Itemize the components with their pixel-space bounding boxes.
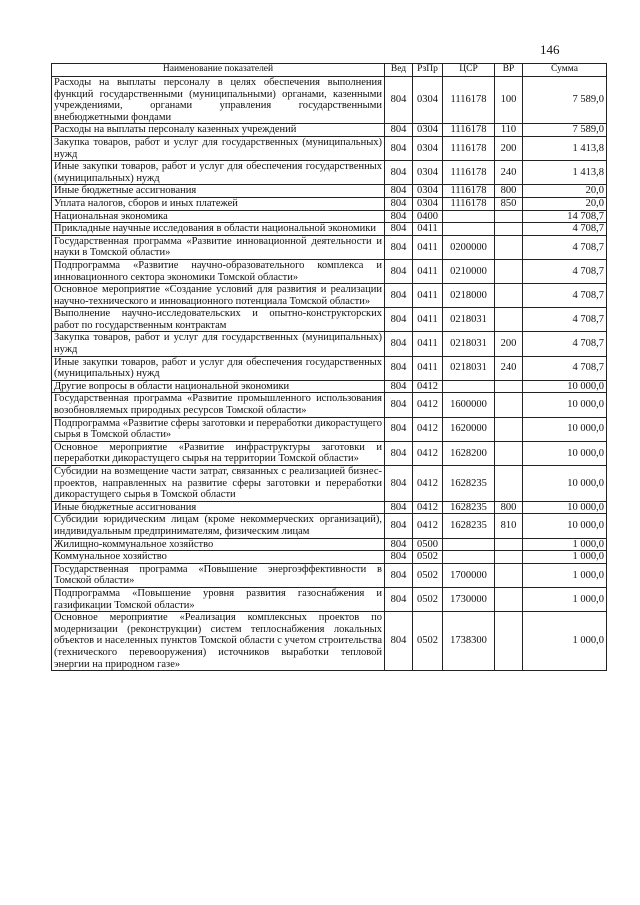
row-csr: 1700000 (443, 563, 495, 587)
row-name: Закупка товаров, работ и услуг для государственных (муниципальных) нужд (52, 136, 385, 160)
row-name: Подпрограмма «Развитие научно-образовательного комплекса и инновационного сектора экономики Томской области» (52, 259, 385, 283)
row-sum: 1 000,0 (523, 587, 607, 611)
table-row (52, 284, 607, 308)
row-vr (495, 259, 523, 283)
table-row (52, 514, 607, 538)
row-sum: 10 000,0 (523, 501, 607, 514)
row-sum: 7 589,0 (523, 124, 607, 137)
row-csr: 1620000 (443, 417, 495, 441)
row-ved: 804 (385, 185, 413, 198)
row-rzpr: 0412 (413, 380, 443, 393)
row-name: Расходы на выплаты персоналу в целях обеспечения выполнения функций государственными (муниципальными) органами, казенными учреждениями, органами управления государственными внебюджетными фондами (52, 77, 385, 124)
row-csr: 1628235 (443, 514, 495, 538)
table-row (52, 161, 607, 185)
row-vr: 200 (495, 136, 523, 160)
row-ved: 804 (385, 356, 413, 380)
row-name: Закупка товаров, работ и услуг для государственных (муниципальных) нужд (52, 332, 385, 356)
row-rzpr: 0411 (413, 235, 443, 259)
row-vr (495, 223, 523, 236)
row-vr: 800 (495, 501, 523, 514)
table-row (52, 124, 607, 137)
row-ved: 804 (385, 136, 413, 160)
row-name: Государственная программа «Повышение энергоэффективности в Томской области» (52, 563, 385, 587)
budget-table (51, 63, 607, 671)
row-name: Иные закупки товаров, работ и услуг для обеспечения государственных (муниципальных) нужд (52, 356, 385, 380)
row-vr (495, 538, 523, 551)
row-ved: 804 (385, 259, 413, 283)
table-row (52, 185, 607, 198)
row-ved: 804 (385, 466, 413, 502)
row-ved: 804 (385, 332, 413, 356)
row-rzpr: 0411 (413, 308, 443, 332)
row-csr: 0210000 (443, 259, 495, 283)
row-csr: 1116178 (443, 197, 495, 210)
row-vr (495, 417, 523, 441)
table-row (52, 563, 607, 587)
row-vr: 200 (495, 332, 523, 356)
row-csr: 1628235 (443, 501, 495, 514)
row-ved: 804 (385, 441, 413, 465)
row-csr: 0218000 (443, 284, 495, 308)
row-csr: 1738300 (443, 612, 495, 671)
row-sum: 7 589,0 (523, 77, 607, 124)
row-rzpr: 0304 (413, 161, 443, 185)
table-row (52, 587, 607, 611)
row-csr: 1730000 (443, 587, 495, 611)
row-ved: 804 (385, 284, 413, 308)
row-sum: 4 708,7 (523, 356, 607, 380)
table-header-row (52, 64, 607, 77)
row-ved: 804 (385, 197, 413, 210)
row-csr (443, 380, 495, 393)
row-sum: 4 708,7 (523, 235, 607, 259)
row-name: Иные бюджетные ассигнования (52, 501, 385, 514)
row-sum: 14 708,7 (523, 210, 607, 223)
header-vr: ВР (495, 64, 523, 77)
row-ved: 804 (385, 124, 413, 137)
row-name: Иные бюджетные ассигнования (52, 185, 385, 198)
row-name: Жилищно-коммунальное хозяйство (52, 538, 385, 551)
row-csr: 0200000 (443, 235, 495, 259)
table-row (52, 380, 607, 393)
row-vr (495, 441, 523, 465)
row-vr (495, 587, 523, 611)
row-name: Основное мероприятие «Реализация комплексных проектов по модернизации (реконструкции) систем теплоснабжения локальных объектов и населенных пунктов Томской области с учетом строительства (технического перевооружения) источников выработки тепловой энергии на природном газе» (52, 612, 385, 671)
table-row (52, 332, 607, 356)
row-vr: 240 (495, 356, 523, 380)
row-csr: 1628235 (443, 466, 495, 502)
row-vr: 110 (495, 124, 523, 137)
row-csr: 1600000 (443, 393, 495, 417)
row-name: Государственная программа «Развитие инновационной деятельности и науки в Томской области» (52, 235, 385, 259)
row-name: Расходы на выплаты персоналу казенных учреждений (52, 124, 385, 137)
header-rzpr: РзПр (413, 64, 443, 77)
row-ved: 804 (385, 308, 413, 332)
row-vr (495, 235, 523, 259)
row-rzpr: 0411 (413, 284, 443, 308)
table-row (52, 235, 607, 259)
row-sum: 20,0 (523, 197, 607, 210)
row-sum: 10 000,0 (523, 417, 607, 441)
table-row (52, 441, 607, 465)
row-ved: 804 (385, 77, 413, 124)
page-number: 146 (540, 42, 560, 57)
row-sum: 10 000,0 (523, 514, 607, 538)
row-name: Коммунальное хозяйство (52, 551, 385, 564)
row-sum: 1 000,0 (523, 538, 607, 551)
row-vr (495, 393, 523, 417)
row-sum: 10 000,0 (523, 380, 607, 393)
row-name: Подпрограмма «Развитие сферы заготовки и переработки дикорастущего сырья в Томской области» (52, 417, 385, 441)
row-rzpr: 0411 (413, 259, 443, 283)
row-csr (443, 538, 495, 551)
table-row (52, 259, 607, 283)
row-csr: 0218031 (443, 308, 495, 332)
row-sum: 10 000,0 (523, 466, 607, 502)
row-name: Основное мероприятие «Развитие инфраструктуры заготовки и переработки дикорастущего сырья на территории Томской области» (52, 441, 385, 465)
table-row (52, 466, 607, 502)
row-rzpr: 0502 (413, 551, 443, 564)
row-sum: 4 708,7 (523, 259, 607, 283)
row-vr (495, 551, 523, 564)
row-name: Подпрограмма «Повышение уровня развития газоснабжения и газификации Томской области» (52, 587, 385, 611)
table-row (52, 393, 607, 417)
row-rzpr: 0502 (413, 587, 443, 611)
table-row (52, 501, 607, 514)
row-ved: 804 (385, 417, 413, 441)
table-row (52, 77, 607, 124)
row-name: Прикладные научные исследования в области национальной экономики (52, 223, 385, 236)
row-rzpr: 0500 (413, 538, 443, 551)
row-rzpr: 0412 (413, 393, 443, 417)
row-name: Уплата налогов, сборов и иных платежей (52, 197, 385, 210)
row-csr: 1628200 (443, 441, 495, 465)
row-sum: 1 413,8 (523, 161, 607, 185)
table-row (52, 612, 607, 671)
row-name: Другие вопросы в области национальной экономики (52, 380, 385, 393)
row-ved: 804 (385, 612, 413, 671)
row-vr: 240 (495, 161, 523, 185)
row-sum: 4 708,7 (523, 223, 607, 236)
row-ved: 804 (385, 563, 413, 587)
row-vr (495, 284, 523, 308)
row-rzpr: 0400 (413, 210, 443, 223)
row-sum: 4 708,7 (523, 308, 607, 332)
row-sum: 1 000,0 (523, 551, 607, 564)
row-csr: 1116178 (443, 185, 495, 198)
row-sum: 4 708,7 (523, 332, 607, 356)
row-rzpr: 0411 (413, 223, 443, 236)
row-rzpr: 0304 (413, 77, 443, 124)
row-rzpr: 0412 (413, 441, 443, 465)
row-ved: 804 (385, 210, 413, 223)
row-ved: 804 (385, 538, 413, 551)
row-sum: 1 000,0 (523, 612, 607, 671)
row-name: Основное мероприятие «Создание условий для развития и реализации научно-технического и инновационного потенциала Томской области» (52, 284, 385, 308)
table-row (52, 223, 607, 236)
row-rzpr: 0412 (413, 417, 443, 441)
row-name: Субсидии на возмещение части затрат, связанных с реализацией бизнес-проектов, направленных на развитие сферы заготовки и переработки дикорастущего сырья в Томской области (52, 466, 385, 502)
row-name: Национальная экономика (52, 210, 385, 223)
row-rzpr: 0304 (413, 197, 443, 210)
table-body (52, 77, 607, 671)
row-sum: 20,0 (523, 185, 607, 198)
row-rzpr: 0411 (413, 332, 443, 356)
row-vr (495, 466, 523, 502)
table-row (52, 551, 607, 564)
row-csr (443, 223, 495, 236)
table-row (52, 136, 607, 160)
row-csr: 0218031 (443, 356, 495, 380)
row-csr: 1116178 (443, 161, 495, 185)
table-row (52, 356, 607, 380)
row-vr: 850 (495, 197, 523, 210)
row-csr: 0218031 (443, 332, 495, 356)
row-ved: 804 (385, 501, 413, 514)
row-ved: 804 (385, 235, 413, 259)
table-row (52, 538, 607, 551)
row-csr (443, 210, 495, 223)
row-rzpr: 0304 (413, 185, 443, 198)
table-row (52, 210, 607, 223)
row-vr (495, 380, 523, 393)
row-sum: 10 000,0 (523, 441, 607, 465)
row-ved: 804 (385, 161, 413, 185)
row-rzpr: 0502 (413, 612, 443, 671)
row-ved: 804 (385, 514, 413, 538)
table-row (52, 197, 607, 210)
row-vr: 800 (495, 185, 523, 198)
header-csr: ЦСР (443, 64, 495, 77)
row-csr (443, 551, 495, 564)
row-sum: 4 708,7 (523, 284, 607, 308)
row-ved: 804 (385, 551, 413, 564)
row-vr: 100 (495, 77, 523, 124)
header-ved: Вед (385, 64, 413, 77)
table-row (52, 308, 607, 332)
header-name: Наименование показателей (52, 64, 385, 77)
row-csr: 1116178 (443, 136, 495, 160)
row-rzpr: 0412 (413, 514, 443, 538)
row-rzpr: 0412 (413, 466, 443, 502)
row-rzpr: 0304 (413, 136, 443, 160)
row-csr: 1116178 (443, 124, 495, 137)
header-sum: Сумма (523, 64, 607, 77)
row-ved: 804 (385, 393, 413, 417)
row-name: Государственная программа «Развитие промышленного использования возобновляемых природных ресурсов Томской области» (52, 393, 385, 417)
row-name: Иные закупки товаров, работ и услуг для обеспечения государственных (муниципальных) нужд (52, 161, 385, 185)
row-csr: 1116178 (443, 77, 495, 124)
row-ved: 804 (385, 587, 413, 611)
row-rzpr: 0304 (413, 124, 443, 137)
row-rzpr: 0411 (413, 356, 443, 380)
row-sum: 1 000,0 (523, 563, 607, 587)
row-sum: 10 000,0 (523, 393, 607, 417)
row-name: Субсидии юридическим лицам (кроме некоммерческих организаций), индивидуальным предпринимателям, физическим лицам (52, 514, 385, 538)
row-name: Выполнение научно-исследовательских и опытно-конструкторских работ по государственным контрактам (52, 308, 385, 332)
table-row (52, 417, 607, 441)
row-vr (495, 612, 523, 671)
row-vr (495, 308, 523, 332)
row-vr (495, 563, 523, 587)
row-vr (495, 210, 523, 223)
row-ved: 804 (385, 223, 413, 236)
row-rzpr: 0502 (413, 563, 443, 587)
row-sum: 1 413,8 (523, 136, 607, 160)
row-ved: 804 (385, 380, 413, 393)
row-vr: 810 (495, 514, 523, 538)
row-rzpr: 0412 (413, 501, 443, 514)
